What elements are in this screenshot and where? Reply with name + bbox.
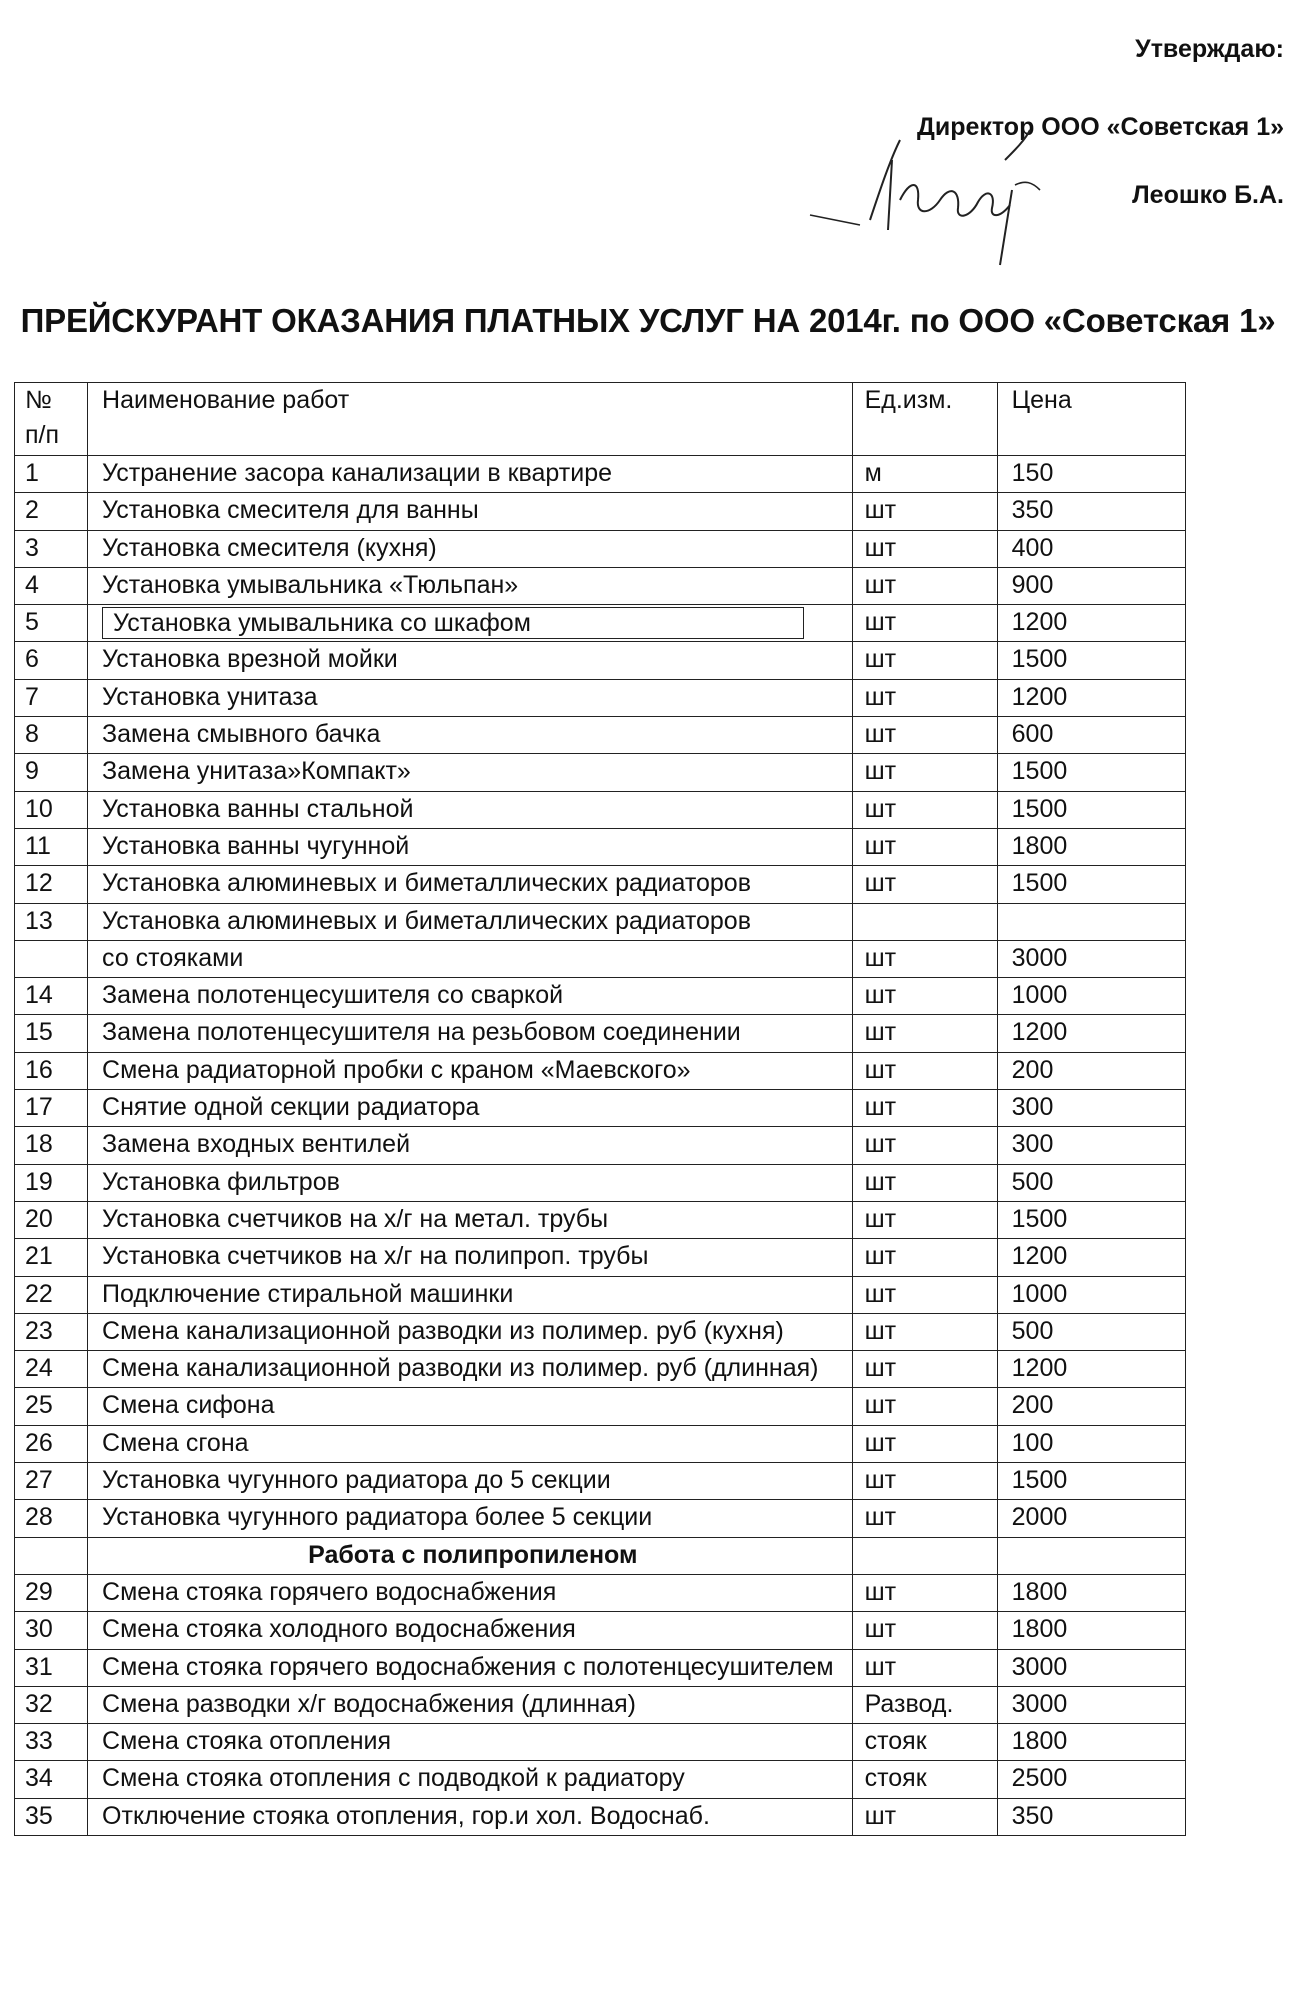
table-row (15, 1463, 1186, 1500)
cell-no (15, 940, 88, 977)
cell-name (88, 605, 853, 642)
cell-price: 1500 (997, 642, 1185, 679)
table-header-row (15, 383, 1186, 456)
cell-name: Смена разводки х/г водоснабжения (длинная) (88, 1686, 853, 1723)
cell-unit: шт (852, 717, 997, 754)
header-price: Цена (997, 383, 1185, 456)
header-no: № п/п (15, 383, 88, 456)
table-row (15, 791, 1186, 828)
cell-unit: шт (852, 978, 997, 1015)
cell-name: Устранение засора канализации в квартире (88, 456, 853, 493)
cell-no: 18 (15, 1127, 88, 1164)
approval-signatory: Леошко Б.А. (1132, 181, 1284, 209)
cell-price: 500 (997, 1164, 1185, 1201)
table-row (15, 903, 1186, 940)
table-row (15, 978, 1186, 1015)
cell-name: Подключение стиральной машинки (88, 1276, 853, 1313)
cell-name: Установка счетчиков на х/г на метал. трубы (88, 1201, 853, 1238)
cell-no: 16 (15, 1052, 88, 1089)
cell-name: Смена стояка горячего водоснабжения с полотенцесушителем (88, 1649, 853, 1686)
cell-unit (852, 1537, 997, 1574)
table-row (15, 754, 1186, 791)
table-row (15, 717, 1186, 754)
cell-no: 2 (15, 493, 88, 530)
cell-no: 31 (15, 1649, 88, 1686)
table-row (15, 1798, 1186, 1835)
table-row (15, 1052, 1186, 1089)
table-row (15, 567, 1186, 604)
table-row (15, 1239, 1186, 1276)
table-row (15, 1164, 1186, 1201)
cell-price: 150 (997, 456, 1185, 493)
table-row (15, 1201, 1186, 1238)
cell-unit: шт (852, 1052, 997, 1089)
cell-unit: Развод. (852, 1686, 997, 1723)
table-row (15, 642, 1186, 679)
cell-price: 1800 (997, 1612, 1185, 1649)
cell-price: 1800 (997, 828, 1185, 865)
cell-price (997, 903, 1185, 940)
cell-no: 11 (15, 828, 88, 865)
cell-name: Отключение стояка отопления, гор.и хол. Водоснаб. (88, 1798, 853, 1835)
cell-unit: шт (852, 866, 997, 903)
cell-unit: шт (852, 1090, 997, 1127)
cell-unit: шт (852, 940, 997, 977)
cell-no: 3 (15, 530, 88, 567)
cell-unit: шт (852, 1388, 997, 1425)
cell-no: 33 (15, 1724, 88, 1761)
cell-name: со стояками (88, 940, 853, 977)
table-row (15, 1500, 1186, 1537)
cell-unit: шт (852, 1015, 997, 1052)
cell-price: 1500 (997, 1463, 1185, 1500)
table-row (15, 456, 1186, 493)
cell-unit (852, 903, 997, 940)
table-row (15, 1090, 1186, 1127)
cell-unit: шт (852, 605, 997, 642)
cell-price: 1200 (997, 1351, 1185, 1388)
cell-no (15, 1537, 88, 1574)
table-row (15, 530, 1186, 567)
cell-no: 9 (15, 754, 88, 791)
table-row (15, 1351, 1186, 1388)
cell-price: 100 (997, 1425, 1185, 1462)
cell-name: Снятие одной секции радиатора (88, 1090, 853, 1127)
cell-name: Установка чугунного радиатора до 5 секции (88, 1463, 853, 1500)
cell-no: 32 (15, 1686, 88, 1723)
header-unit: Ед.изм. (852, 383, 997, 456)
table-row (15, 1015, 1186, 1052)
cell-price: 1800 (997, 1724, 1185, 1761)
table-row (15, 828, 1186, 865)
boxed-name: Установка умывальника со шкафом (102, 607, 804, 639)
cell-unit: шт (852, 1164, 997, 1201)
cell-price: 1200 (997, 605, 1185, 642)
cell-unit: шт (852, 1313, 997, 1350)
cell-unit: шт (852, 1463, 997, 1500)
cell-no: 21 (15, 1239, 88, 1276)
cell-no: 34 (15, 1761, 88, 1798)
table-row (15, 1761, 1186, 1798)
cell-unit: шт (852, 1127, 997, 1164)
cell-price: 300 (997, 1090, 1185, 1127)
cell-unit: стояк (852, 1761, 997, 1798)
table-row (15, 1127, 1186, 1164)
cell-price: 350 (997, 1798, 1185, 1835)
table-row (15, 1276, 1186, 1313)
cell-unit: шт (852, 679, 997, 716)
cell-no: 7 (15, 679, 88, 716)
price-table (14, 382, 1186, 1836)
cell-name: Установка ванны стальной (88, 791, 853, 828)
table-row (15, 605, 1186, 642)
cell-no: 12 (15, 866, 88, 903)
cell-price: 400 (997, 530, 1185, 567)
table-row (15, 1686, 1186, 1723)
cell-unit: стояк (852, 1724, 997, 1761)
cell-name: Замена унитаза»Компакт» (88, 754, 853, 791)
cell-price: 300 (997, 1127, 1185, 1164)
cell-unit: шт (852, 1351, 997, 1388)
cell-unit: шт (852, 493, 997, 530)
cell-name: Установка алюминевых и биметаллических радиаторов (88, 866, 853, 903)
cell-no: 17 (15, 1090, 88, 1127)
cell-name: Установка врезной мойки (88, 642, 853, 679)
table-row (15, 1612, 1186, 1649)
cell-price: 1500 (997, 1201, 1185, 1238)
cell-price: 600 (997, 717, 1185, 754)
cell-no: 23 (15, 1313, 88, 1350)
cell-name: Замена полотенцесушителя со сваркой (88, 978, 853, 1015)
cell-name: Установка умывальника «Тюльпан» (88, 567, 853, 604)
section-row (15, 1537, 1186, 1574)
cell-no: 35 (15, 1798, 88, 1835)
cell-name: Смена канализационной разводки из полимер. руб (кухня) (88, 1313, 853, 1350)
cell-name: Смена стояка отопления (88, 1724, 853, 1761)
cell-unit: шт (852, 530, 997, 567)
cell-unit: шт (852, 1574, 997, 1611)
table-row (15, 1388, 1186, 1425)
header-name: Наименование работ (88, 383, 853, 456)
cell-no: 19 (15, 1164, 88, 1201)
cell-name: Установка чугунного радиатора более 5 секции (88, 1500, 853, 1537)
cell-price: 1000 (997, 1276, 1185, 1313)
cell-unit: шт (852, 1276, 997, 1313)
cell-price: 3000 (997, 1649, 1185, 1686)
cell-price: 1500 (997, 754, 1185, 791)
cell-no: 6 (15, 642, 88, 679)
cell-name: Установка унитаза (88, 679, 853, 716)
cell-name: Смена сифона (88, 1388, 853, 1425)
cell-name: Установка смесителя для ванны (88, 493, 853, 530)
cell-name: Смена стояка отопления с подводкой к радиатору (88, 1761, 853, 1798)
cell-name: Смена стояка холодного водоснабжения (88, 1612, 853, 1649)
table-row (15, 866, 1186, 903)
cell-name: Работа с полипропиленом (88, 1537, 853, 1574)
cell-price: 3000 (997, 1686, 1185, 1723)
cell-unit: шт (852, 754, 997, 791)
table-row (15, 1724, 1186, 1761)
document-title: ПРЕЙСКУРАНТ ОКАЗАНИЯ ПЛАТНЫХ УСЛУГ НА 2014г. по ООО «Советская 1» (20, 302, 1276, 339)
table-row (15, 1425, 1186, 1462)
cell-price: 1200 (997, 1015, 1185, 1052)
cell-name: Установка ванны чугунной (88, 828, 853, 865)
cell-unit: м (852, 456, 997, 493)
cell-price: 1500 (997, 791, 1185, 828)
cell-name: Смена стояка горячего водоснабжения (88, 1574, 853, 1611)
cell-price: 3000 (997, 940, 1185, 977)
cell-price: 1800 (997, 1574, 1185, 1611)
cell-price: 900 (997, 567, 1185, 604)
table-row (15, 679, 1186, 716)
cell-name: Установка алюминевых и биметаллических радиаторов (88, 903, 853, 940)
cell-price: 2500 (997, 1761, 1185, 1798)
cell-unit: шт (852, 1201, 997, 1238)
cell-name: Смена канализационной разводки из полимер. руб (длинная) (88, 1351, 853, 1388)
cell-no: 27 (15, 1463, 88, 1500)
cell-name: Установка счетчиков на х/г на полипроп. трубы (88, 1239, 853, 1276)
cell-name: Смена сгона (88, 1425, 853, 1462)
cell-unit: шт (852, 791, 997, 828)
cell-unit: шт (852, 1500, 997, 1537)
approval-position: Директор ООО «Советская 1» (917, 113, 1284, 141)
cell-no: 5 (15, 605, 88, 642)
cell-unit: шт (852, 828, 997, 865)
cell-no: 29 (15, 1574, 88, 1611)
cell-no: 25 (15, 1388, 88, 1425)
cell-unit: шт (852, 1425, 997, 1462)
table-row (15, 940, 1186, 977)
cell-no: 8 (15, 717, 88, 754)
cell-no: 24 (15, 1351, 88, 1388)
cell-price: 2000 (997, 1500, 1185, 1537)
cell-no: 22 (15, 1276, 88, 1313)
cell-no: 1 (15, 456, 88, 493)
cell-name: Смена радиаторной пробки с краном «Маевского» (88, 1052, 853, 1089)
approval-heading: Утверждаю: (1135, 35, 1284, 63)
cell-no: 4 (15, 567, 88, 604)
cell-unit: шт (852, 642, 997, 679)
cell-no: 20 (15, 1201, 88, 1238)
cell-unit: шт (852, 567, 997, 604)
cell-price: 1500 (997, 866, 1185, 903)
cell-price: 1000 (997, 978, 1185, 1015)
cell-no: 15 (15, 1015, 88, 1052)
cell-unit: шт (852, 1649, 997, 1686)
cell-no: 14 (15, 978, 88, 1015)
cell-no: 30 (15, 1612, 88, 1649)
cell-price: 200 (997, 1388, 1185, 1425)
signature-image (800, 120, 1100, 270)
cell-name: Замена входных вентилей (88, 1127, 853, 1164)
cell-no: 13 (15, 903, 88, 940)
table-row (15, 493, 1186, 530)
cell-price: 1200 (997, 679, 1185, 716)
cell-price: 350 (997, 493, 1185, 530)
cell-name: Замена смывного бачка (88, 717, 853, 754)
cell-no: 10 (15, 791, 88, 828)
cell-no: 26 (15, 1425, 88, 1462)
cell-no: 28 (15, 1500, 88, 1537)
cell-name: Установка фильтров (88, 1164, 853, 1201)
cell-unit: шт (852, 1798, 997, 1835)
cell-price: 1200 (997, 1239, 1185, 1276)
table-row (15, 1649, 1186, 1686)
cell-unit: шт (852, 1239, 997, 1276)
cell-name: Установка смесителя (кухня) (88, 530, 853, 567)
cell-price: 200 (997, 1052, 1185, 1089)
cell-price (997, 1537, 1185, 1574)
cell-price: 500 (997, 1313, 1185, 1350)
table-row (15, 1574, 1186, 1611)
cell-name: Замена полотенцесушителя на резьбовом соединении (88, 1015, 853, 1052)
table-row (15, 1313, 1186, 1350)
cell-unit: шт (852, 1612, 997, 1649)
